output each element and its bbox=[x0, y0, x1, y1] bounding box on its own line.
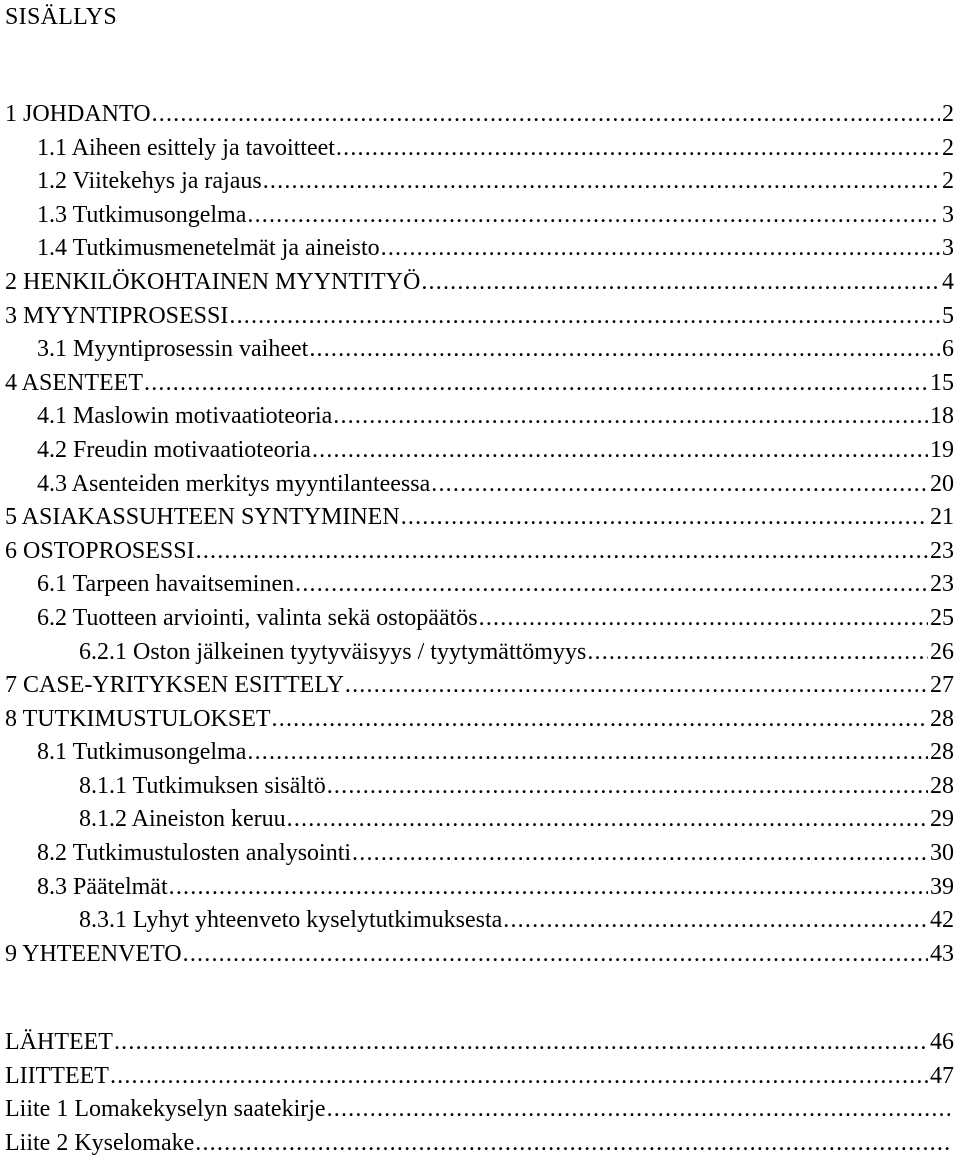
toc-entry-label: 1.4 Tutkimusmenetelmät ja aineisto bbox=[37, 232, 381, 266]
dot-leader bbox=[263, 165, 940, 199]
toc-entry-label: 8.3 Päätelmät bbox=[37, 871, 169, 905]
toc-entry[interactable] bbox=[0, 837, 960, 871]
dot-leader bbox=[336, 132, 940, 166]
dot-leader bbox=[114, 1026, 928, 1060]
toc-page-number: 30 bbox=[930, 840, 954, 867]
toc-entry[interactable] bbox=[0, 232, 960, 266]
dot-leader bbox=[247, 199, 940, 233]
dot-leader bbox=[421, 266, 940, 300]
toc-entry[interactable] bbox=[0, 1093, 960, 1127]
toc-entry[interactable] bbox=[0, 938, 960, 972]
dot-leader bbox=[144, 367, 928, 401]
toc-entry-label: 8.1 Tutkimusongelma bbox=[37, 736, 247, 770]
dot-leader bbox=[587, 636, 928, 670]
toc-entry-label: 4.3 Asenteiden merkitys myyntilanteessa bbox=[37, 468, 431, 502]
toc-page-number: 28 bbox=[930, 739, 954, 766]
dot-leader bbox=[401, 501, 928, 535]
toc-entry-label: 4 ASENTEET bbox=[5, 367, 144, 401]
dot-leader bbox=[229, 300, 940, 334]
dot-leader bbox=[333, 400, 928, 434]
toc-page-number: 19 bbox=[930, 436, 954, 463]
toc-page-number: 3 bbox=[942, 201, 954, 228]
toc-entry[interactable] bbox=[0, 803, 960, 837]
toc-page-number: 18 bbox=[930, 403, 954, 430]
toc-entry-label: 3 MYYNTIPROSESSI bbox=[5, 300, 229, 334]
toc-page-number: 29 bbox=[930, 806, 954, 833]
toc-page-number: 5 bbox=[942, 302, 954, 329]
toc-page-number: 28 bbox=[930, 772, 954, 799]
dot-leader bbox=[327, 1093, 952, 1127]
toc-entry-label: 6.2 Tuotteen arviointi, valinta sekä ostopäätös bbox=[37, 602, 479, 636]
toc-entry[interactable] bbox=[0, 98, 960, 132]
back-matter bbox=[0, 1026, 960, 1160]
dot-leader bbox=[352, 837, 928, 871]
toc-entry[interactable] bbox=[0, 400, 960, 434]
toc-entry-label: 4.1 Maslowin motivaatioteoria bbox=[37, 400, 333, 434]
toc-page-number: 39 bbox=[930, 873, 954, 900]
toc-entry-label: 1.2 Viitekehys ja rajaus bbox=[37, 165, 263, 199]
table-of-contents bbox=[0, 98, 960, 971]
toc-entry[interactable] bbox=[0, 736, 960, 770]
dot-leader bbox=[345, 669, 928, 703]
dot-leader bbox=[287, 803, 928, 837]
toc-page-number: 47 bbox=[930, 1062, 954, 1089]
toc-page-number: 21 bbox=[930, 504, 954, 531]
toc-page-number: 25 bbox=[930, 604, 954, 631]
toc-entry-label: 6.2.1 Oston jälkeinen tyytyväisyys / tyytymättömyys bbox=[79, 636, 587, 670]
toc-entry-label: 6.1 Tarpeen havaitseminen bbox=[37, 568, 295, 602]
toc-page-number: 26 bbox=[930, 638, 954, 665]
toc-page-number: 42 bbox=[930, 907, 954, 934]
toc-entry[interactable] bbox=[0, 636, 960, 670]
toc-entry-label: 4.2 Freudin motivaatioteoria bbox=[37, 434, 312, 468]
toc-entry[interactable] bbox=[0, 669, 960, 703]
dot-leader bbox=[381, 232, 940, 266]
toc-page-number: 23 bbox=[930, 537, 954, 564]
toc-entry-label: 3.1 Myyntiprosessin vaiheet bbox=[37, 333, 309, 367]
dot-leader bbox=[295, 568, 928, 602]
toc-entry[interactable] bbox=[0, 501, 960, 535]
toc-entry-label: 8.1.2 Aineiston keruu bbox=[79, 803, 287, 837]
toc-entry[interactable] bbox=[0, 535, 960, 569]
toc-entry-label: 5 ASIAKASSUHTEEN SYNTYMINEN bbox=[5, 501, 401, 535]
toc-page-number: 4 bbox=[942, 268, 954, 295]
toc-entry-label: 8.2 Tutkimustulosten analysointi bbox=[37, 837, 352, 871]
toc-page-number: 20 bbox=[930, 470, 954, 497]
dot-leader bbox=[431, 468, 928, 502]
toc-entry[interactable] bbox=[0, 266, 960, 300]
toc-page-number: 15 bbox=[930, 369, 954, 396]
toc-entry[interactable] bbox=[0, 1127, 960, 1161]
toc-entry-label: 2 HENKILÖKOHTAINEN MYYNTITYÖ bbox=[5, 266, 421, 300]
dot-leader bbox=[503, 904, 928, 938]
toc-page-number: 28 bbox=[930, 705, 954, 732]
toc-entry[interactable] bbox=[0, 165, 960, 199]
toc-entry[interactable] bbox=[0, 199, 960, 233]
toc-entry[interactable] bbox=[0, 602, 960, 636]
dot-leader bbox=[110, 1060, 928, 1094]
dot-leader bbox=[152, 98, 940, 132]
toc-entry-label: 6 OSTOPROSESSI bbox=[5, 535, 196, 569]
toc-entry-label: LIITTEET bbox=[5, 1060, 110, 1094]
toc-entry-label: Liite 1 Lomakekyselyn saatekirje bbox=[5, 1093, 327, 1127]
toc-entry[interactable] bbox=[0, 132, 960, 166]
toc-entry[interactable] bbox=[0, 468, 960, 502]
toc-entry[interactable] bbox=[0, 333, 960, 367]
dot-leader bbox=[479, 602, 928, 636]
toc-page-number: 27 bbox=[930, 672, 954, 699]
dot-leader bbox=[183, 938, 928, 972]
toc-entry-label: 8 TUTKIMUSTULOKSET bbox=[5, 703, 272, 737]
toc-entry-label: LÄHTEET bbox=[5, 1026, 114, 1060]
toc-entry[interactable] bbox=[0, 703, 960, 737]
dot-leader bbox=[196, 535, 928, 569]
toc-entry[interactable] bbox=[0, 568, 960, 602]
dot-leader bbox=[169, 871, 928, 905]
toc-page-number: 2 bbox=[942, 101, 954, 127]
dot-leader bbox=[309, 333, 940, 367]
toc-page-number: 23 bbox=[930, 571, 954, 598]
toc-entry-label: Liite 2 Kyselomake bbox=[5, 1127, 195, 1161]
toc-page-number: 46 bbox=[930, 1029, 954, 1055]
toc-entry-label: 1.3 Tutkimusongelma bbox=[37, 199, 247, 233]
toc-entry-label: 1.1 Aiheen esittely ja tavoitteet bbox=[37, 132, 336, 166]
toc-entry[interactable] bbox=[0, 904, 960, 938]
dot-leader bbox=[312, 434, 928, 468]
toc-page-number: 6 bbox=[942, 336, 954, 363]
toc-entry[interactable] bbox=[0, 770, 960, 804]
toc-entry-label: 7 CASE-YRITYKSEN ESITTELY bbox=[5, 669, 345, 703]
dot-leader bbox=[195, 1127, 952, 1161]
toc-entry-label: 8.3.1 Lyhyt yhteenveto kyselytutkimuksesta bbox=[79, 904, 503, 938]
dot-leader bbox=[327, 770, 928, 804]
dot-leader bbox=[247, 736, 928, 770]
toc-entry[interactable] bbox=[0, 434, 960, 468]
toc-page-number: 2 bbox=[942, 134, 954, 161]
toc-entry-label: 8.1.1 Tutkimuksen sisältö bbox=[79, 770, 327, 804]
page-title: SISÄLLYS bbox=[5, 4, 118, 30]
toc-entry[interactable] bbox=[0, 367, 960, 401]
toc-entry-label: 9 YHTEENVETO bbox=[5, 938, 183, 972]
dot-leader bbox=[272, 703, 928, 737]
toc-entry[interactable] bbox=[0, 871, 960, 905]
toc-page-number: 2 bbox=[942, 168, 954, 195]
toc-entry[interactable] bbox=[0, 300, 960, 334]
toc-entry-label: 1 JOHDANTO bbox=[5, 98, 152, 132]
toc-page-number: 43 bbox=[930, 940, 954, 967]
toc-entry[interactable] bbox=[0, 1060, 960, 1094]
toc-entry[interactable] bbox=[0, 1026, 960, 1060]
toc-page-number: 3 bbox=[942, 235, 954, 262]
